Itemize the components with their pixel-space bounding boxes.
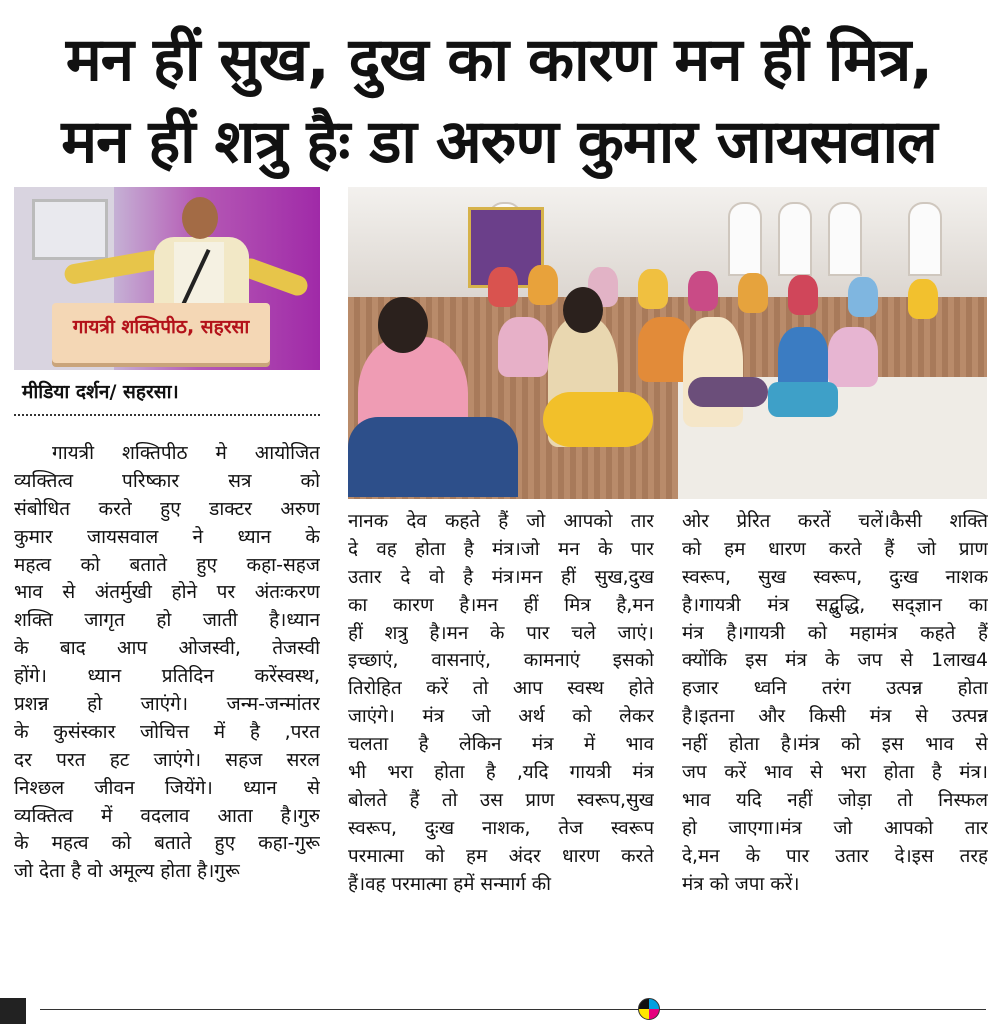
- article-line: जप करें भाव से भरा होता है मंत्र।: [682, 762, 988, 784]
- article-line: स्वरूप, सुख स्वरूप, दुःख नाशक: [682, 566, 988, 588]
- article-line: प्रशन्न हो जाएंगे। जन्म-जन्मांतर: [14, 693, 320, 716]
- article-line: उतार दे वो है मंत्र।मन हीं सुख,दुख: [348, 566, 654, 588]
- article-line: जाएंगे। मंत्र जो अर्थ को लेकर: [348, 706, 654, 728]
- article-line: कुमार जायसवाल ने ध्यान के: [14, 525, 320, 548]
- audience-bag: [768, 382, 838, 417]
- audience-photo: [348, 187, 987, 499]
- article-line: जो देता है वो अमूल्य होता है।गुरू: [14, 860, 240, 883]
- article-line: हजार ध्वनि तरंग उत्पन्न होता: [682, 678, 988, 700]
- article-line: भाव यदि नहीं जोड़ा तो निस्फल: [682, 789, 988, 811]
- audience-member: [498, 317, 548, 377]
- speaker-photo: [14, 187, 320, 370]
- article-line: स्वरूप, दुःख नाशक, तेज स्वरूप: [348, 817, 654, 839]
- audience-member: [348, 417, 518, 497]
- article-line: गायत्री शक्तिपीठ मे आयोजित: [52, 442, 320, 464]
- article-line: होंगे। ध्यान प्रतिदिन करेंस्वस्थ,: [14, 665, 320, 688]
- footer-block: [0, 998, 26, 1024]
- audience-member: [688, 271, 718, 311]
- audience-member: [488, 267, 518, 307]
- article-column-1: [14, 440, 320, 886]
- photo-tv: [32, 199, 108, 260]
- article-line: महत्व को बताते हुए कहा-सहज: [14, 553, 320, 576]
- podium-text: गायत्री शक्तिपीठ, सहरसा: [72, 316, 250, 338]
- hall-arch: [728, 202, 762, 276]
- article-line: संबोधित करते हुए डाक्टर अरुण: [14, 497, 320, 520]
- article-line: ओर प्रेरित करतें चलें।कैसी शक्ति: [682, 511, 988, 532]
- article-line: नहीं होता है।मंत्र को इस भाव से: [682, 734, 988, 756]
- headline-line-1: मन हीं सुख, दुख का कारण मन हीं मित्र,: [65, 25, 933, 95]
- audience-member: [688, 377, 768, 407]
- article-line: बोलते हैं तो उस प्राण स्वरूप,सुख: [348, 789, 654, 811]
- article-line: दे,मन के पार उतार दे।इस तरह: [682, 845, 988, 867]
- audience-member: [828, 327, 878, 387]
- podium: [52, 303, 270, 363]
- article-line: व्यक्तित्व परिष्कार सत्र को: [14, 469, 320, 492]
- article-line: के बाद आप ओजस्वी, तेजस्वी: [14, 637, 320, 660]
- headline-line-2: मन हीं शत्रु हैः डा अरुण कुमार जायसवाल: [61, 107, 937, 177]
- article-line: तिरोहित करें तो आप स्वस्थ होते: [348, 678, 654, 700]
- article-line: हो जाएगा।मंत्र जो आपको तार: [682, 817, 988, 839]
- speaker-head: [182, 197, 218, 239]
- hall-arch: [908, 202, 942, 276]
- article-line: मंत्र है।गायत्री को महामंत्र कहते हैं: [682, 622, 988, 644]
- article-line: है।इतना और किसी मंत्र से उत्पन्न: [682, 706, 988, 728]
- article-line: व्यक्तित्व में वदलाव आता है।गुरु: [14, 804, 320, 827]
- audience-member: [788, 275, 818, 315]
- hall-arch: [778, 202, 812, 276]
- article-line: के महत्व को बताते हुए कहा-गुरू: [14, 832, 320, 855]
- footer-rule: [40, 1009, 986, 1010]
- article-line: नानक देव कहते हैं जो आपको तार: [348, 511, 654, 532]
- article-line: के कुसंस्कार जोचित्त में है ,परत: [14, 720, 320, 743]
- article-line: परमात्मा को हम अंदर धारण करते: [348, 845, 654, 867]
- audience-head: [563, 287, 603, 333]
- article-column-3: [682, 508, 988, 898]
- article-line: इच्छाएं, वासनाएं, कामनाएं इसको: [348, 650, 654, 672]
- article-line: भाव से अंतर्मुखी होने पर अंतःकरण: [14, 581, 320, 604]
- registration-mark-icon: [638, 998, 660, 1020]
- article-line: दे वह होता है मंत्र।जो मन के पार: [348, 538, 654, 560]
- audience-member: [848, 277, 878, 317]
- hall-arch: [828, 202, 862, 276]
- article-line: हीं शत्रु है।मन के पार चले जाएं।: [348, 622, 654, 644]
- dotted-divider: [14, 414, 320, 416]
- article-line: है।गायत्री मंत्र सद्बुद्धि, सद्ज्ञान का: [682, 594, 988, 616]
- article-line: दर परत हट जाएंगे। सहज सरल: [14, 748, 320, 771]
- audience-member: [528, 265, 558, 305]
- article-line: निश्छल जीवन जियेंगे। ध्यान से: [14, 776, 320, 799]
- article-line: का कारण है।मन हीं मित्र है,मन: [348, 594, 654, 616]
- article-line: मंत्र को जपा करें।: [682, 873, 800, 895]
- article-line: भी भरा होता है ,यदि गायत्री मंत्र: [348, 762, 654, 784]
- article-line: हैं।वह परमात्मा हमें सन्मार्ग की: [348, 873, 552, 895]
- audience-member: [638, 269, 668, 309]
- byline: मीडिया दर्शन/ सहरसा।: [22, 381, 179, 403]
- article-line: क्योंकि इस मंत्र के जप से 1लाख4: [682, 650, 988, 672]
- article-line: को हम धारण करते हैं जो प्राण: [682, 538, 988, 560]
- audience-member: [738, 273, 768, 313]
- article-line: शक्ति जागृत हो जाती है।ध्यान: [14, 609, 320, 632]
- article-line: चलता है लेकिन मंत्र में भाव: [348, 734, 654, 756]
- audience-member: [543, 392, 653, 447]
- audience-member: [683, 317, 743, 427]
- audience-member: [908, 279, 938, 319]
- audience-head: [378, 297, 428, 353]
- article-column-2: [348, 508, 654, 898]
